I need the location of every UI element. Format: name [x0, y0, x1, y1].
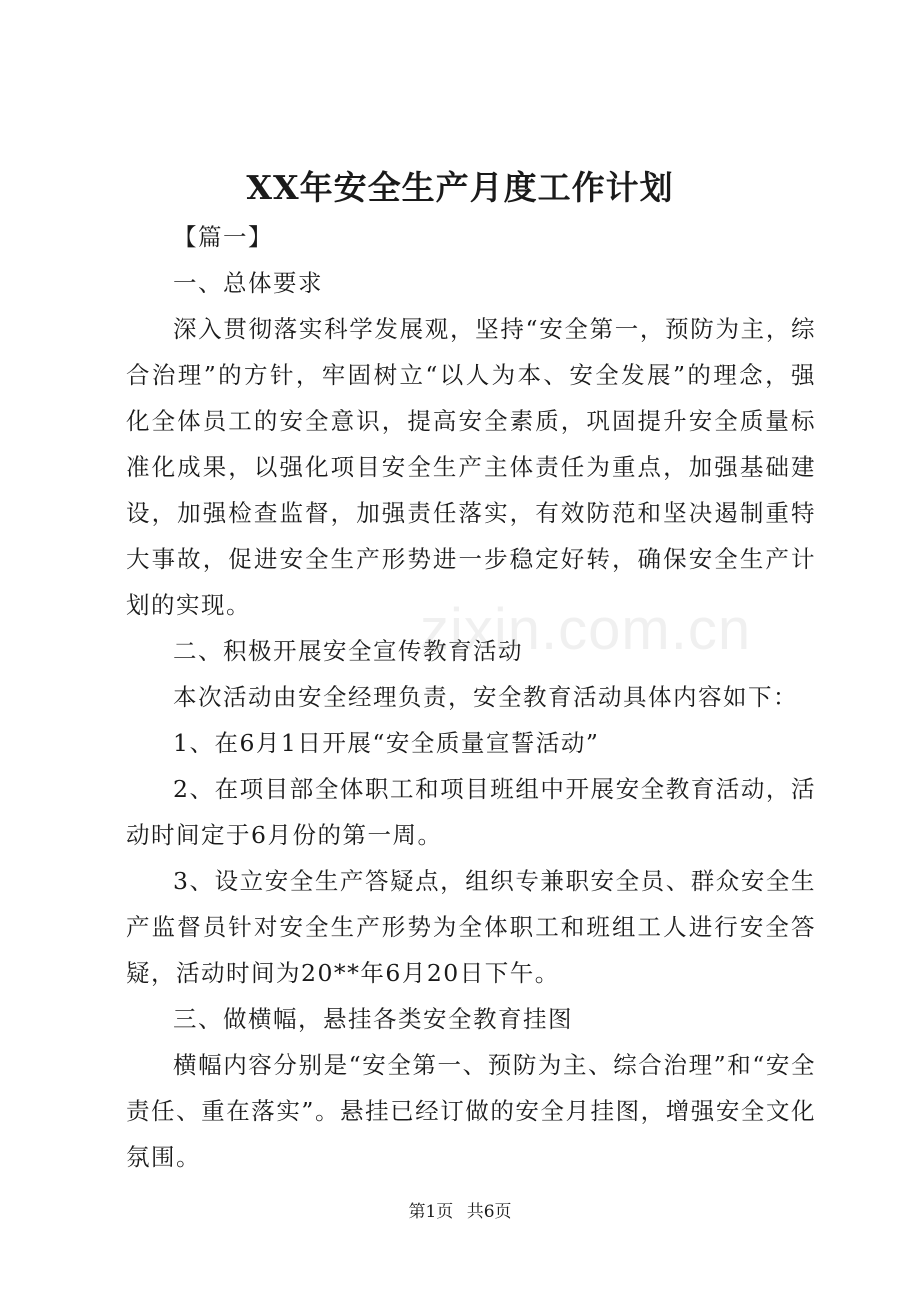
page-footer	[0, 1200, 920, 1224]
document-title: XX年安全生产月度工作计划	[246, 168, 674, 207]
section-label: 【篇一】	[173, 223, 273, 251]
list-item-3: 3、设立安全生产答疑点，组织专兼职安全员、群众安全生产监督员针对安全生产形势为全体职工和班组工人进行安全答疑，活动时间为20**年6月20日下午。	[126, 867, 816, 987]
watermark: zixin.com.cn	[420, 597, 752, 662]
page-total: 共6页	[466, 1202, 512, 1222]
paragraph-activity-intro: 本次活动由安全经理负责，安全教育活动具体内容如下：	[173, 683, 798, 711]
document-body	[126, 214, 816, 1180]
heading-banners: 三、做横幅，悬挂各类安全教育挂图	[173, 1005, 573, 1033]
list-item-2: 2、在项目部全体职工和项目班组中开展安全教育活动，活动时间定于6月份的第一周。	[126, 775, 816, 849]
heading-overall-requirements: 一、总体要求	[173, 269, 323, 297]
heading-safety-education: 二、积极开展安全宣传教育活动	[173, 637, 523, 665]
list-item-1: 1、在6月1日开展“安全质量宣誓活动”	[173, 729, 600, 757]
page-number: 第1页	[408, 1202, 454, 1222]
paragraph-overall-requirements: 深入贯彻落实科学发展观，坚持“安全第一，预防为主，综合治理”的方针，牢固树立“以人为本、安全发展”的理念，强化全体员工的安全意识，提高安全素质，巩固提升安全质量标准化成果，以强化项目安全生产主体责任为重点，加强基础建设，加强检查监督，加强责任落实，有效防范和坚决遏制重特大事故，促进安全生产形势进一步稳定好转，确保安全生产计划的实现。	[126, 315, 816, 619]
paragraph-banners: 横幅内容分别是“安全第一、预防为主、综合治理”和“安全责任、重在落实”。悬挂已经订做的安全月挂图，增强安全文化氛围。	[126, 1051, 816, 1171]
